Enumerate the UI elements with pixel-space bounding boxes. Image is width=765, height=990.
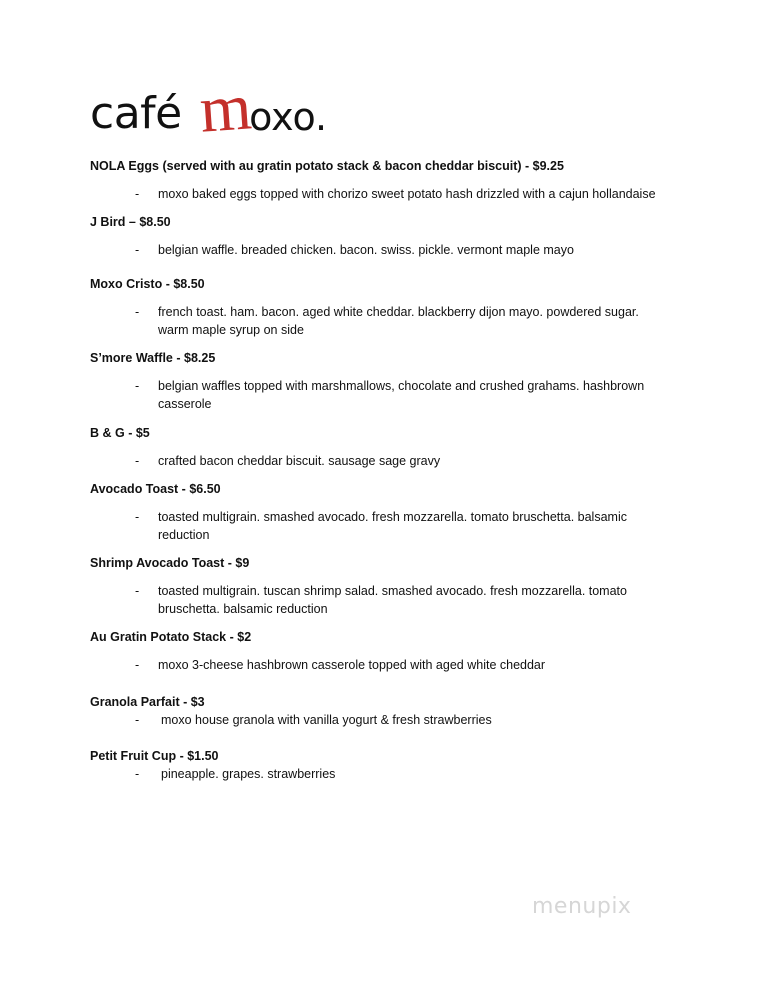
menu-item-description: toasted multigrain. smashed avocado. fresh mozzarella. tomato bruschetta. balsamic reduction xyxy=(158,510,627,542)
cafe-moxo-logo xyxy=(90,70,328,147)
menu-item-title: S’more Waffle - $8.25 xyxy=(90,351,216,365)
logo-cafe-text: café xyxy=(90,88,182,139)
menu-item-title: Avocado Toast - $6.50 xyxy=(90,482,221,496)
bullet-dash: - xyxy=(135,713,140,727)
menu-item-title: Shrimp Avocado Toast - $9 xyxy=(90,556,250,570)
menu-item-description: pineapple. grapes. strawberries xyxy=(161,767,336,781)
bullet-dash: - xyxy=(135,187,140,201)
menu-item-description: belgian waffles topped with marshmallows, chocolate and crushed grahams. hashbrown casserole xyxy=(158,379,645,411)
bullet-dash: - xyxy=(135,767,140,781)
bullet-dash: - xyxy=(135,510,140,524)
bullet-dash: - xyxy=(135,305,140,319)
menu-item-title: J Bird – $8.50 xyxy=(90,215,171,229)
menu-item-description: toasted multigrain. tuscan shrimp salad. smashed avocado. fresh mozzarella. tomato bruschetta. balsamic reduction xyxy=(158,584,627,616)
menu-item-title: Granola Parfait - $3 xyxy=(90,695,205,709)
menu-item-title: Petit Fruit Cup - $1.50 xyxy=(90,749,219,763)
menu-item-description: belgian waffle. breaded chicken. bacon. swiss. pickle. vermont maple mayo xyxy=(158,243,574,257)
bullet-dash: - xyxy=(135,584,140,598)
bullet-dash: - xyxy=(135,379,140,393)
menu-item-title: B & G - $5 xyxy=(90,426,150,440)
menu-item-description: moxo 3-cheese hashbrown casserole topped with aged white cheddar xyxy=(158,658,546,672)
logo-m-letter: m xyxy=(197,70,254,147)
bullet-dash: - xyxy=(135,658,140,672)
menu-item-title: Au Gratin Potato Stack - $2 xyxy=(90,630,252,644)
menu-item-title: Moxo Cristo - $8.50 xyxy=(90,277,205,291)
menu-item-title: NOLA Eggs (served with au gratin potato stack & bacon cheddar biscuit) - $9.25 xyxy=(90,159,564,173)
menu-item-description: moxo baked eggs topped with chorizo sweet potato hash drizzled with a cajun hollandaise xyxy=(158,187,656,201)
menu-item-description: moxo house granola with vanilla yogurt & fresh strawberries xyxy=(161,713,492,727)
menupix-watermark: menupix xyxy=(532,894,632,919)
menu-item-description: french toast. ham. bacon. aged white cheddar. blackberry dijon mayo. powdered sugar. warm maple syrup on side xyxy=(158,305,639,337)
logo-oxo-text: oxo. xyxy=(249,95,328,139)
menu-item-description: crafted bacon cheddar biscuit. sausage sage gravy xyxy=(158,454,441,468)
bullet-dash: - xyxy=(135,454,140,468)
bullet-dash: - xyxy=(135,243,140,257)
